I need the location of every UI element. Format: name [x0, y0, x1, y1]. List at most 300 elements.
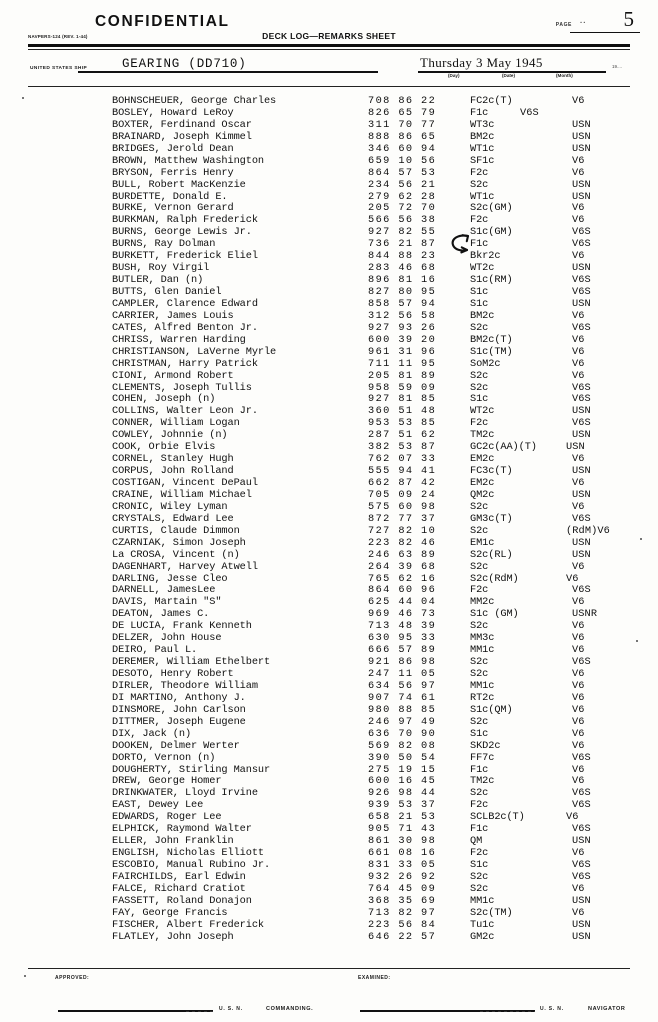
page-number: 5 — [623, 7, 634, 31]
roster-entry-rate: F1c — [470, 106, 489, 119]
roster-entry-branch: USN — [572, 918, 591, 931]
roster-entry-rate: S2c — [470, 882, 489, 895]
roster-entry-rate: S2c — [470, 668, 489, 680]
roster-entry — [0, 442, 658, 454]
roster-entry — [0, 538, 658, 550]
roster-entry-service-number: 713 48 39 — [368, 620, 437, 633]
roster-entry — [0, 884, 658, 896]
roster-entry-service-number: 864 57 53 — [368, 166, 437, 179]
roster-entry-name: CONNER, William Logan — [112, 417, 240, 430]
roster-entry-branch: USNR — [572, 608, 598, 621]
roster-entry-service-number: 662 87 42 — [368, 477, 437, 489]
roster-entry-rate: FC3c(T) — [470, 465, 513, 478]
roster-entry-rate: F2c — [470, 584, 489, 597]
roster-entry — [0, 359, 658, 371]
roster-entry-branch: USN — [572, 118, 591, 131]
ship-line-rule — [28, 86, 630, 87]
roster-entry-name: CORNEL, Stanley Hugh — [112, 453, 234, 466]
roster-entry — [0, 550, 658, 562]
roster-entry-name: CARRIER, James Louis — [112, 309, 234, 322]
roster-entry-rate: S2c(TM) — [470, 906, 513, 919]
roster-entry-rate: S1c — [470, 393, 489, 406]
log-date: Thursday 3 May 1945 — [420, 55, 543, 70]
roster-entry-rate: F2c — [470, 214, 489, 227]
roster-entry-branch: V6S — [572, 417, 591, 430]
roster-entry-name: DE LUCIA, Frank Kenneth — [112, 620, 252, 633]
roster-entry-rate: S2c — [470, 381, 489, 394]
roster-entry-name: DARLING, Jesse Cleo — [112, 572, 228, 585]
roster-entry-branch: V6 — [572, 763, 585, 776]
roster-entry-branch: USN — [572, 297, 591, 310]
roster-entry-rate: WT1c — [470, 142, 495, 155]
header-rule-thin — [28, 49, 630, 50]
roster-entry-service-number: 223 82 46 — [368, 536, 437, 549]
commanding-usn-label: U. S. N. — [219, 1006, 243, 1012]
roster-entry-rate: EM1c — [470, 536, 495, 549]
page-label: PAGE — [555, 22, 572, 28]
roster-entry-rate: S2c(RL) — [470, 548, 513, 561]
roster-entry-branch: V6 — [572, 357, 585, 370]
roster-entry-rate: FF7c — [470, 751, 495, 764]
roster-entry-name: CIONI, Armond Robert — [112, 369, 234, 382]
roster-entry-name: BULL, Robert MacKenzie — [112, 178, 246, 191]
roster-entry — [0, 872, 658, 884]
roster-entry-branch: V6 — [572, 453, 585, 466]
roster-entry-branch: V6 — [572, 166, 585, 179]
roster-entry-branch: USN — [572, 488, 591, 501]
roster-entry — [0, 788, 658, 800]
roster-entry-service-number: 634 56 97 — [368, 679, 437, 692]
classification-marking: CONFIDENTIAL — [95, 13, 230, 30]
roster-entry — [0, 585, 658, 597]
roster-entry-branch: USN — [572, 178, 591, 191]
roster-entry-rate: F1c — [470, 763, 489, 776]
roster-entry-name: BRAINARD, Joseph Kimmel — [112, 130, 252, 143]
scan-speckle — [22, 97, 24, 99]
roster-entry — [0, 383, 658, 395]
roster-entry-name: DINSMORE, John Carlson — [112, 703, 246, 716]
roster-entry-service-number: 247 11 05 — [368, 668, 437, 680]
roster-entry — [0, 765, 658, 777]
roster-entry-branch: V6 — [572, 691, 585, 704]
roster-entry-name: DAGENHART, Harvey Atwell — [112, 560, 258, 573]
roster-entry — [0, 860, 658, 872]
roster-entry — [0, 669, 658, 681]
roster-entry-service-number: 958 59 09 — [368, 381, 437, 394]
roster-entry — [0, 335, 658, 347]
roster-entry-rate: SoM2c — [470, 357, 501, 370]
roster-entry-service-number: 921 86 98 — [368, 656, 437, 669]
roster-entry-rate: S1c(QM) — [470, 703, 513, 716]
roster-entry — [0, 836, 658, 848]
roster-entry-branch: V6 — [572, 703, 585, 716]
roster-entry — [0, 776, 658, 788]
roster-entry-name: FAIRCHILDS, Earl Edwin — [112, 870, 246, 883]
roster-entry-branch: V6S — [572, 321, 591, 334]
commanding-role-label: COMMANDING. — [266, 1006, 314, 1012]
roster-entry-rate: GM2c — [470, 930, 495, 943]
roster-entry-rate: BM2c — [470, 309, 495, 322]
roster-entry-rate: MM1c — [470, 894, 495, 907]
roster-entry-rate: WT3c — [470, 118, 495, 131]
roster-entry-name: EDWARDS, Roger Lee — [112, 811, 222, 824]
roster-entry — [0, 263, 658, 275]
roster-entry-service-number: 575 60 98 — [368, 500, 437, 513]
roster-entry-service-number: 939 53 37 — [368, 799, 437, 812]
roster-entry-rate: WT2c — [470, 262, 495, 275]
roster-entry-name: COHEN, Joseph (n) — [112, 393, 216, 406]
roster-entry-rate: S1c (GM) — [470, 608, 519, 621]
roster-entry — [0, 514, 658, 526]
roster-entry-branch: V6S — [572, 799, 591, 812]
footer-rule — [28, 968, 630, 969]
ship-name: GEARING (DD710) — [122, 57, 247, 71]
roster-entry-rate: S1c — [470, 286, 489, 298]
scan-speckle — [636, 640, 638, 642]
roster-entry — [0, 418, 658, 430]
roster-entry-service-number: 287 51 62 — [368, 429, 437, 442]
roster-entry-service-number: 927 81 85 — [368, 393, 437, 406]
roster-entry — [0, 824, 658, 836]
roster-entry — [0, 681, 658, 693]
ship-label: UNITED STATES SHIP — [30, 66, 88, 71]
roster-entry-service-number: 827 80 95 — [368, 286, 437, 298]
roster-entry — [0, 287, 658, 299]
roster-entry-name: DIRLER, Theodore William — [112, 679, 258, 692]
roster-entry — [0, 156, 658, 168]
roster-entry-rate: GC2c(AA)(T) — [470, 441, 537, 454]
roster-entry-name: BUSH, Roy Virgil — [112, 262, 210, 275]
roster-entry-service-number: 708 86 22 — [368, 95, 437, 107]
roster-entry-name: ENGLISH, Nicholas Elliott — [112, 847, 264, 860]
roster-entry-name: ESCOBIO, Manual Rubino Jr. — [112, 859, 271, 871]
roster-entry-rate: S2c — [470, 715, 489, 728]
roster-entry-service-number: 980 88 85 — [368, 703, 437, 716]
navigator-usn-label: U. S. N. — [540, 1006, 564, 1012]
roster-entry — [0, 920, 658, 932]
roster-entry-rate: S2c(RdM) — [470, 572, 519, 585]
roster-entry — [0, 466, 658, 478]
roster-entry-service-number: 713 82 97 — [368, 906, 437, 919]
roster-entry-name: BOHNSCHEUER, George Charles — [112, 95, 277, 107]
roster-entry-service-number: 312 56 58 — [368, 309, 437, 322]
roster-entry-branch: V6 — [566, 811, 579, 824]
roster-entry-rate: EM2c — [470, 477, 495, 489]
roster-entry-name: DELZER, John House — [112, 632, 222, 645]
roster-entry — [0, 215, 658, 227]
roster-entry-service-number: 927 93 26 — [368, 321, 437, 334]
roster-entry-rate: TM2c — [470, 775, 495, 788]
roster-entry-rate: F2c — [470, 166, 489, 179]
examined-label: EXAMINED: — [358, 975, 391, 981]
roster-entry-service-number: 762 07 33 — [368, 453, 437, 466]
date-caption-month: (Month) — [556, 73, 573, 78]
roster-entry-service-number: 555 94 41 — [368, 465, 437, 478]
roster-entry-branch: V6S — [572, 274, 591, 287]
roster-entry-branch: USN — [572, 429, 591, 442]
roster-entry-service-number: 246 63 89 — [368, 548, 437, 561]
roster-entry-name: DRINKWATER, Lloyd Irvine — [112, 787, 258, 800]
roster-entry-rate: F2c — [470, 417, 489, 430]
navigator-role-label: NAVIGATOR — [588, 1006, 626, 1012]
roster-entry-rate: S2c — [470, 870, 489, 883]
roster-entry-rate: GM3c(T) — [470, 512, 513, 525]
roster-entry-name: CHRISS, Warren Harding — [112, 333, 246, 346]
roster-entry-service-number: 661 08 16 — [368, 847, 437, 860]
roster-entry-name: CZARNIAK, Simon Joseph — [112, 536, 246, 549]
roster-entry-service-number: 927 82 55 — [368, 226, 437, 239]
roster-entry-service-number: 275 19 15 — [368, 763, 437, 776]
roster-entry-rate: S2c(GM) — [470, 202, 513, 215]
roster-entry-branch: V6 — [572, 154, 585, 167]
roster-entry — [0, 132, 658, 144]
roster-entry-service-number: 961 31 96 — [368, 345, 437, 358]
roster-entry-branch: V6 — [572, 202, 585, 215]
roster-entry-name: CLEMENTS, Joseph Tullis — [112, 381, 252, 394]
roster-entry — [0, 562, 658, 574]
roster-entry-rate: S1c(TM) — [470, 345, 513, 358]
roster-entry — [0, 311, 658, 323]
roster-entry-name: BRIDGES, Jerold Dean — [112, 142, 234, 155]
roster-entry-branch: USN — [572, 894, 591, 907]
roster-entry — [0, 502, 658, 514]
sheet-title: DECK LOG—REMARKS SHEET — [262, 31, 396, 41]
roster-entry-branch: V6 — [572, 632, 585, 645]
approved-label: APPROVED: — [55, 975, 90, 981]
roster-entry-branch: V6 — [572, 95, 585, 107]
roster-entry-rate: MM2c — [470, 596, 495, 609]
roster-entry-rate: S2c — [470, 656, 489, 669]
roster-entry-rate: BM2c — [470, 130, 495, 143]
roster-entry-branch: USN — [572, 536, 591, 549]
roster-entry-name: BURNS, George Lewis Jr. — [112, 226, 252, 239]
roster-entry-service-number: 646 22 57 — [368, 930, 437, 943]
roster-entry-service-number: 346 60 94 — [368, 142, 437, 155]
roster-entry-rate: EM2c — [470, 453, 495, 466]
roster-entry-name: CRYSTALS, Edward Lee — [112, 512, 234, 525]
roster-entry-rate: SCLB2c(T) — [470, 811, 525, 824]
roster-entry-name: DARNELL, JamesLee — [112, 584, 216, 597]
roster-entry-branch: V6 — [572, 309, 585, 322]
roster-entry-name: BRYSON, Ferris Henry — [112, 166, 234, 179]
roster-entry-name: DI MARTINO, Anthony J. — [112, 691, 246, 704]
roster-entry-branch: V6 — [572, 644, 585, 657]
roster-entry-name: CRONIC, Wiley Lyman — [112, 500, 228, 513]
ship-name-underline — [78, 71, 378, 73]
roster-entry — [0, 609, 658, 621]
roster-entry-name: COOK, Orbie Elvis — [112, 441, 216, 454]
roster-entry-rate: MM3c — [470, 632, 495, 645]
roster-entry — [0, 192, 658, 204]
roster-entry-branch: V6 — [572, 775, 585, 788]
roster-entry-service-number: 600 16 45 — [368, 775, 437, 788]
roster-entry-service-number: 264 39 68 — [368, 560, 437, 573]
roster-entry — [0, 239, 658, 251]
roster-entry-branch: USN — [572, 465, 591, 478]
roster-entry-service-number: 625 44 04 — [368, 596, 437, 609]
roster-entry — [0, 812, 658, 824]
roster-entry-service-number: 896 81 16 — [368, 274, 437, 287]
roster-entry-name: DAVIS, Martain "S" — [112, 596, 222, 609]
roster-entry-branch: V6 — [572, 250, 585, 263]
date-caption-day: (Day) — [448, 73, 460, 78]
roster-entry — [0, 180, 658, 192]
roster-entry-service-number: 234 56 21 — [368, 178, 437, 191]
roster-entry-rate: QM — [470, 835, 483, 848]
roster-entry-service-number: 907 74 61 — [368, 691, 437, 704]
roster-entry-service-number: 636 70 90 — [368, 727, 437, 740]
roster-entry-rate: TM2c — [470, 429, 495, 442]
crew-roster-list — [0, 96, 658, 944]
roster-entry-rate: S2c — [470, 321, 489, 334]
roster-entry — [0, 597, 658, 609]
roster-entry-name: BUTLER, Dan (n) — [112, 274, 204, 287]
roster-entry-rate: S1c — [470, 727, 489, 740]
roster-entry-branch: V6S — [572, 859, 591, 871]
roster-entry-branch: V6S — [572, 751, 591, 764]
roster-entry — [0, 394, 658, 406]
roster-entry-branch: V6S — [572, 512, 591, 525]
roster-entry — [0, 478, 658, 490]
roster-entry-service-number: 382 53 87 — [368, 441, 437, 454]
roster-entry-branch: V6S — [572, 381, 591, 394]
roster-entry-service-number: 736 21 87 — [368, 238, 437, 251]
roster-entry — [0, 347, 658, 359]
roster-entry-rate: S1c — [470, 859, 489, 871]
roster-entry-branch: V6 — [572, 715, 585, 728]
roster-entry-service-number: 711 11 95 — [368, 357, 437, 370]
roster-entry-branch: V6 — [572, 679, 585, 692]
roster-entry-branch: V6 — [572, 333, 585, 346]
roster-entry-service-number: 705 09 24 — [368, 488, 437, 501]
roster-entry — [0, 621, 658, 633]
roster-entry-branch: V6 — [572, 345, 585, 358]
roster-entry-service-number: 205 72 70 — [368, 202, 437, 215]
roster-entry-branch: V6S — [572, 870, 591, 883]
roster-entry — [0, 705, 658, 717]
roster-entry-branch: USN — [572, 190, 591, 203]
roster-entry-branch: V6S — [572, 238, 591, 251]
roster-entry-branch: V6S — [572, 823, 591, 836]
roster-entry-name: DEATON, James C. — [112, 608, 210, 621]
roster-entry-name: La CROSA, Vincent (n) — [112, 548, 240, 561]
roster-entry-name: COWLEY, Johnnie (n) — [112, 429, 228, 442]
roster-entry-name: BURNS, Ray Dolman — [112, 238, 216, 251]
commanding-signature-dots — [186, 1011, 216, 1012]
roster-entry-name: DESOTO, Henry Robert — [112, 668, 234, 680]
roster-entry — [0, 371, 658, 383]
roster-entry — [0, 657, 658, 669]
roster-entry-branch: V6 — [572, 739, 585, 752]
roster-entry-name: BUTTS, Glen Daniel — [112, 286, 222, 298]
roster-entry-rate: F2c — [470, 799, 489, 812]
roster-entry-name: BOSLEY, Howard LeRoy — [112, 106, 234, 119]
roster-entry-branch: V6 — [572, 727, 585, 740]
roster-entry — [0, 932, 658, 944]
roster-entry — [0, 633, 658, 645]
roster-entry-service-number: 283 46 68 — [368, 262, 437, 275]
roster-entry-rate: BM2c(T) — [470, 333, 513, 346]
roster-entry-branch: USN — [572, 930, 591, 943]
roster-entry-name: DREW, George Homer — [112, 775, 222, 788]
roster-entry-service-number: 926 98 44 — [368, 787, 437, 800]
roster-entry-branch: V6S — [572, 787, 591, 800]
roster-entry-rate: F1c — [470, 823, 489, 836]
roster-entry-rate: MM1c — [470, 644, 495, 657]
roster-entry-rate: SKD2c — [470, 739, 501, 752]
form-number: NAVPERS-124 (REV. 1-44) — [28, 34, 88, 39]
roster-entry-rate: S1c(GM) — [470, 226, 513, 239]
roster-entry-service-number: 905 71 43 — [368, 823, 437, 836]
roster-entry-service-number: 765 62 16 — [368, 572, 437, 585]
roster-entry-service-number: 659 10 56 — [368, 154, 437, 167]
roster-entry — [0, 896, 658, 908]
roster-entry-service-number: 246 97 49 — [368, 715, 437, 728]
roster-entry-branch: V6S — [520, 106, 539, 119]
roster-entry-name: FLATLEY, John Joseph — [112, 930, 234, 943]
roster-entry-service-number: 826 65 79 — [368, 106, 437, 119]
roster-entry-rate: WT2c — [470, 405, 495, 418]
roster-entry — [0, 741, 658, 753]
roster-entry-name: DORTO, Vernon (n) — [112, 751, 216, 764]
roster-entry-branch: V6 — [572, 906, 585, 919]
roster-entry-branch: V6 — [566, 572, 579, 585]
roster-entry-rate: S2c — [470, 787, 489, 800]
roster-entry-service-number: 311 70 77 — [368, 118, 437, 131]
roster-entry-rate: WT1c — [470, 190, 495, 203]
roster-entry-name: DOUGHERTY, Stirling Mansur — [112, 763, 271, 776]
roster-entry — [0, 323, 658, 335]
roster-entry — [0, 96, 658, 108]
roster-entry-rate: Bkr2c — [470, 250, 501, 263]
roster-entry — [0, 693, 658, 705]
roster-entry-name: BROWN, Matthew Washington — [112, 154, 264, 167]
roster-entry-rate: S2c — [470, 178, 489, 191]
roster-entry-service-number: 279 62 28 — [368, 190, 437, 203]
roster-entry-branch: V6 — [572, 369, 585, 382]
roster-entry-service-number: 764 45 09 — [368, 882, 437, 895]
roster-entry — [0, 144, 658, 156]
roster-entry — [0, 227, 658, 239]
roster-entry-service-number: 600 39 20 — [368, 333, 437, 346]
roster-entry — [0, 251, 658, 263]
roster-entry-branch: V6 — [572, 214, 585, 227]
roster-entry-name: COLLINS, Walter Leon Jr. — [112, 405, 258, 418]
roster-entry-name: CHRISTMAN, Harry Patrick — [112, 357, 258, 370]
roster-entry-branch: V6 — [572, 560, 585, 573]
roster-entry-rate: S1c — [470, 297, 489, 310]
roster-entry-rate: S2c — [470, 369, 489, 382]
roster-entry — [0, 800, 658, 812]
page-tick-mark: ·· — [579, 18, 586, 29]
roster-entry-name: ELPHICK, Raymond Walter — [112, 823, 252, 836]
roster-entry-branch: V6S — [572, 656, 591, 669]
roster-entry-service-number: 390 50 54 — [368, 751, 437, 764]
scan-speckle — [640, 538, 642, 540]
roster-entry-service-number: 205 81 89 — [368, 369, 437, 382]
roster-entry-service-number: 888 86 65 — [368, 130, 437, 143]
roster-entry-name: FALCE, Richard Cratiot — [112, 882, 246, 895]
roster-entry-name: BOXTER, Ferdinand Oscar — [112, 118, 252, 131]
roster-entry-name: CRAINE, William Michael — [112, 488, 252, 501]
roster-entry-service-number: 844 88 23 — [368, 250, 437, 263]
roster-entry-name: CHRISTIANSON, LaVerne Myrle — [112, 345, 277, 358]
roster-entry-branch: V6 — [572, 847, 585, 860]
roster-entry-rate: F2c — [470, 847, 489, 860]
roster-entry-rate: S2c — [470, 620, 489, 633]
roster-entry-service-number: 969 46 73 — [368, 608, 437, 621]
roster-entry-rate: FC2c(T) — [470, 95, 513, 107]
